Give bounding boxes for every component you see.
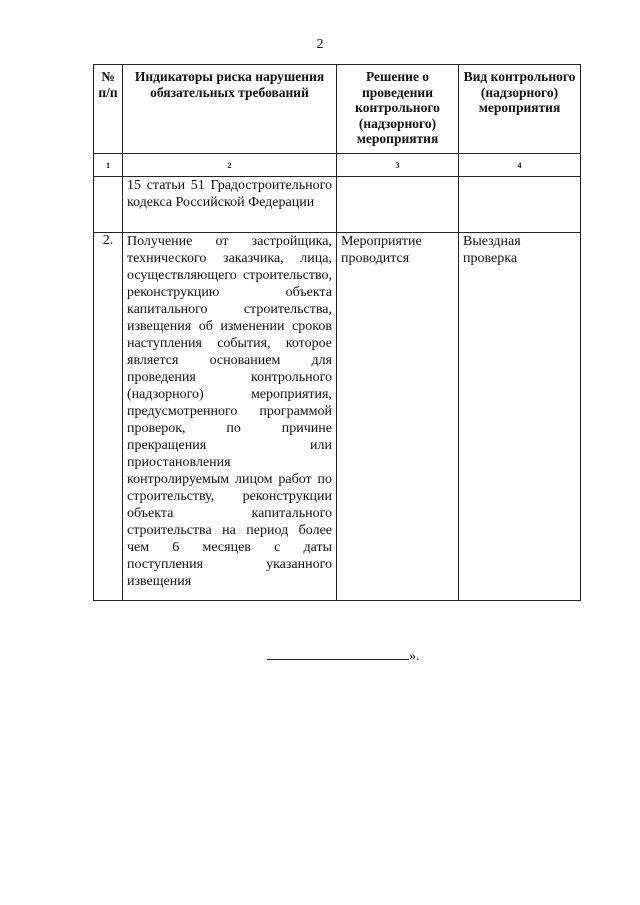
type-empty — [459, 177, 581, 233]
row-number: 2. — [94, 233, 123, 601]
header-indicators: Индикаторы риска нарушения обязательных требований — [123, 65, 337, 154]
signature-line — [267, 648, 409, 660]
header-number: № п/п — [94, 65, 123, 154]
decision-text: Мероприятие проводится — [337, 233, 459, 601]
closing-line — [267, 648, 420, 665]
column-number: 2 — [123, 154, 337, 177]
table-header-row — [94, 65, 581, 154]
column-number: 4 — [459, 154, 581, 177]
page-number: 2 — [316, 37, 324, 52]
header-type: Вид контрольного (надзорного) мероприятия — [459, 65, 581, 154]
risk-indicators-table — [93, 64, 581, 601]
column-number: 3 — [337, 154, 459, 177]
column-number-row — [94, 154, 581, 177]
header-decision: Решение о проведении контрольного (надзорного) мероприятия — [337, 65, 459, 154]
table-row — [94, 233, 581, 601]
column-number: 1 — [94, 154, 123, 177]
row-number-empty — [94, 177, 123, 233]
decision-empty — [337, 177, 459, 233]
type-text: Выездная проверка — [459, 233, 581, 601]
indicator-text: Получение от застройщика, технического заказчика, лица, осуществляющего строительство, реконструкцию объекта капитального строительства, извещения об изменении сроков наступления события, которое является основанием для проведения контрольного (надзорного) мероприятия, предусмотренного программой проверок, по причине прекращения или приостановления контролируемым лицом работ по строительству, реконструкции объекта капитального строительства на период более чем 6 месяцев с даты поступления указанного извещения — [123, 233, 337, 601]
continuation-text: 15 статьи 51 Градостроительного кодекса Российской Федерации — [123, 177, 337, 233]
table-row — [94, 177, 581, 233]
closing-quote: ». — [409, 649, 420, 664]
